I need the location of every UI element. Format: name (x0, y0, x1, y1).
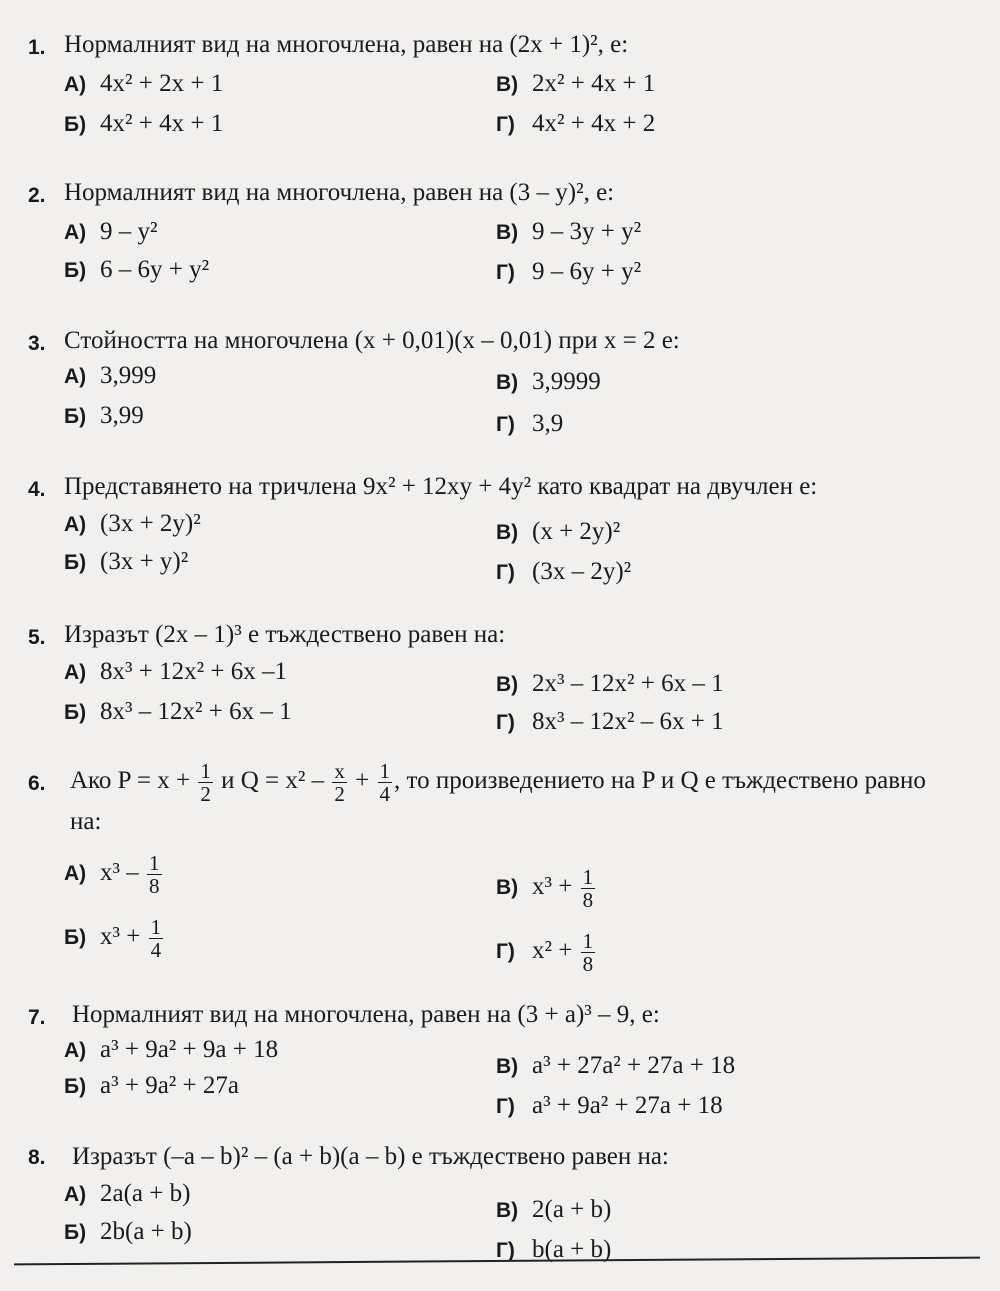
question-number: 6. (28, 772, 46, 795)
question-stem: Изразът (–a – b)² – (a + b)(a – b) е тъждествено равен на: (72, 1143, 669, 1170)
question-number: 1. (28, 36, 46, 59)
question-number: 2. (28, 184, 46, 207)
option-d: Г) 4x² + 4x + 2 (496, 110, 656, 137)
option-c: В) 2x³ – 12x² + 6x – 1 (496, 670, 724, 697)
question-number: 7. (28, 1006, 46, 1029)
option-a: А) 3,999 (64, 362, 157, 389)
option-c: В) 2x² + 4x + 1 (496, 70, 656, 97)
option-b: Б) 8x³ – 12x² + 6x – 1 (64, 698, 292, 725)
option-a: А) (3x + 2y)² (64, 510, 201, 537)
question-stem: Изразът (2x – 1)³ е тъждествено равен на: (64, 621, 506, 648)
option-a: А) x³ – $\frac{1}{8}$ (64, 851, 160, 898)
question-number: 8. (28, 1146, 46, 1169)
option-c: В) a³ + 27a² + 27a + 18 (496, 1052, 736, 1079)
option-b: Б) 6 – 6y + y² (64, 256, 210, 283)
option-b: Б) 2b(a + b) (64, 1218, 192, 1245)
option-c: В) x³ + $\frac{1}{8}$ (496, 865, 594, 912)
option-c: В) 2(a + b) (496, 1196, 612, 1223)
option-d: Г) (3x – 2y)² (496, 558, 632, 585)
option-b: Б) (3x + y)² (64, 548, 189, 575)
question-stem: Нормалният вид на многочлена, равен на (3 – y)², е: (64, 179, 615, 206)
question-stem: Нормалният вид на многочлена, равен на (3 + a)³ – 9, е: (72, 1001, 660, 1028)
option-b: Б) x³ + $\frac{1}{4}$ (64, 915, 162, 962)
option-a: А) a³ + 9a² + 9a + 18 (64, 1036, 279, 1063)
option-c: В) (x + 2y)² (496, 518, 621, 545)
option-c: В) 3,9999 (496, 368, 601, 395)
option-a: А) 9 – y² (64, 218, 158, 245)
option-d: Г) b(a + b) (496, 1236, 612, 1263)
question-stem: Нормалният вид на многочлена, равен на (2x + 1)², е: (64, 31, 629, 58)
option-a: А) 8x³ + 12x² + 6x –1 (64, 658, 287, 685)
option-a: А) 2a(a + b) (64, 1180, 191, 1207)
option-b: Б) a³ + 9a² + 27a (64, 1072, 239, 1099)
option-b: Б) 4x² + 4x + 1 (64, 110, 224, 137)
question-stem: Представянето на тричлена 9x² + 12xy + 4y² като квадрат на двучлен е: (64, 473, 818, 500)
question-number: 3. (28, 332, 46, 355)
option-d: Г) a³ + 9a² + 27a + 18 (496, 1092, 723, 1119)
question-number: 5. (28, 626, 46, 649)
question-stem: Стойността на многочлена (x + 0,01)(x – 0,01) при x = 2 е: (64, 327, 680, 354)
option-c: В) 9 – 3y + y² (496, 218, 642, 245)
option-b: Б) 3,99 (64, 402, 144, 429)
option-d: Г) 9 – 6y + y² (496, 258, 642, 285)
option-d: Г) 3,9 (496, 410, 564, 437)
question-number: 4. (28, 478, 46, 501)
option-d: Г) x² + $\frac{1}{8}$ (496, 929, 594, 976)
option-a: А) 4x² + 2x + 1 (64, 70, 224, 97)
option-d: Г) 8x³ – 12x² – 6x + 1 (496, 708, 724, 735)
question-stem: Ако P = x + $\frac{1}{2}$ и Q = x² – $\frac{x}{2}$ + $\frac{1}{4}$ , то произведението на P и Q е тъждествено равно на: (70, 759, 926, 835)
